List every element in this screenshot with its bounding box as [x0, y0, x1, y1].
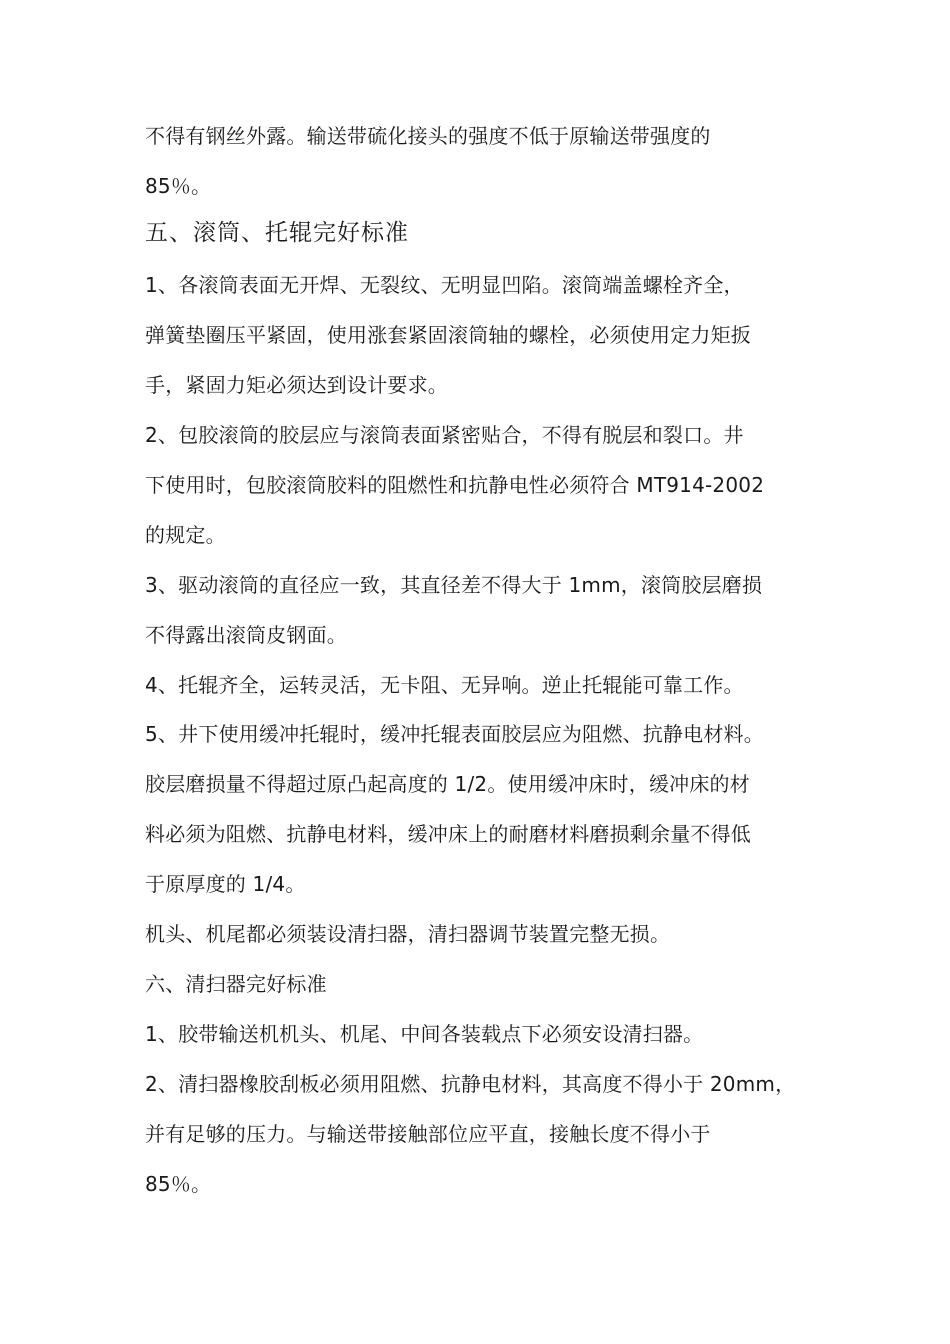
- body-text-line: 的规定。: [145, 523, 226, 547]
- body-text-line: 手，紧固力矩必须达到设计要求。: [145, 373, 448, 397]
- body-text-line: 2、清扫器橡胶刮板必须用阻燃、抗静电材料，其高度不得小于 20mm，: [145, 1072, 796, 1096]
- body-text-line: 胶层磨损量不得超过原凸起高度的 1/2。使用缓冲床时，缓冲床的材: [145, 772, 750, 796]
- body-text-line: 不得有钢丝外露。输送带硫化接头的强度不低于原输送带强度的: [145, 124, 711, 148]
- body-text-line: 并有足够的压力。与输送带接触部位应平直，接触长度不得小于: [145, 1122, 711, 1146]
- body-text-line: 1、胶带输送机机头、机尾、中间各装载点下必须安设清扫器。: [145, 1022, 704, 1046]
- body-text-line: 料必须为阻燃、抗静电材料，缓冲床上的耐磨材料磨损剩余量不得低: [145, 822, 751, 846]
- body-text-line: 85％。: [145, 174, 212, 198]
- body-text-line: 1、各滚筒表面无开焊、无裂纹、无明显凹陷。滚筒端盖螺栓齐全，: [145, 273, 744, 297]
- body-text-line: 4、托辊齐全，运转灵活，无卡阻、无异响。逆止托辊能可靠工作。: [145, 673, 744, 697]
- body-text-line: 不得露出滚筒皮钢面。: [145, 623, 347, 647]
- section-heading: 五、滚筒、托辊完好标准: [145, 220, 409, 246]
- body-text-line: 5、井下使用缓冲托辊时，缓冲托辊表面胶层应为阻燃、抗静电材料。: [145, 722, 764, 746]
- section-heading: 六、清扫器完好标准: [145, 972, 327, 996]
- body-text-line: 弹簧垫圈压平紧固，使用涨套紧固滚筒轴的螺栓，必须使用定力矩扳: [145, 323, 751, 347]
- body-text-line: 于原厚度的 1/4。: [145, 872, 306, 896]
- body-text-line: 2、包胶滚筒的胶层应与滚筒表面紧密贴合，不得有脱层和裂口。井: [145, 423, 744, 447]
- body-text-line: 下使用时，包胶滚筒胶料的阻燃性和抗静电性必须符合 MT914-2002: [145, 473, 765, 497]
- body-text-line: 3、驱动滚筒的直径应一致，其直径差不得大于 1mm，滚筒胶层磨损: [145, 573, 763, 597]
- body-text-line: 85％。: [145, 1172, 212, 1196]
- body-text-line: 机头、机尾都必须装设清扫器，清扫器调节装置完整无损。: [145, 922, 671, 946]
